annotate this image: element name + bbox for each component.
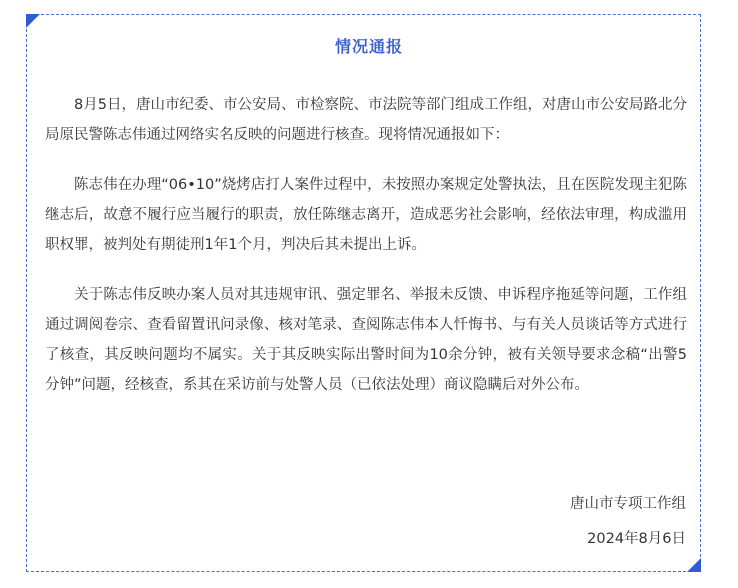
notice-title: 情况通报: [334, 37, 403, 56]
corner-decoration-top-left: [26, 14, 40, 28]
corner-decoration-bottom-right: [687, 558, 701, 572]
notice-paragraph-1: 8月5日，唐山市纪委、市公安局、市检察院、市法院等部门组成工作组，对唐山市公安局路北分局原民警陈志伟通过网络实名反映的问题进行核查。现将情况通报如下：: [45, 97, 687, 143]
signer: 唐山市专项工作组: [570, 496, 686, 512]
notice-paragraph-3: 关于陈志伟反映办案人员对其违规审讯、强定罪名、举报未反馈、申诉程序拖延等问题，工作组通过调阅卷宗、查看留置讯问录像、核对笔录、查阅陈志伟本人忏悔书、与有关人员谈话等方式进行了核查，其反映问题均不属实。关于其反映实际出警时间为10余分钟，被有关领导要求念稿“出警5分钟”问题，经核查，系其在采访前与处警人员（已依法处理）商议隐瞒后对外公布。: [45, 287, 687, 393]
notice-paragraph-2: 陈志伟在办理“06•10”烧烤店打人案件过程中，未按照办案规定处警执法，且在医院发现主犯陈继志后，故意不履行应当履行的职责，放任陈继志离开，造成恶劣社会影响，经依法审理，构成滥用职权罪，被判处有期徒刑1年1个月，判决后其未提出上诉。: [45, 177, 687, 253]
notice-date: 2024年8月6日: [587, 531, 686, 547]
